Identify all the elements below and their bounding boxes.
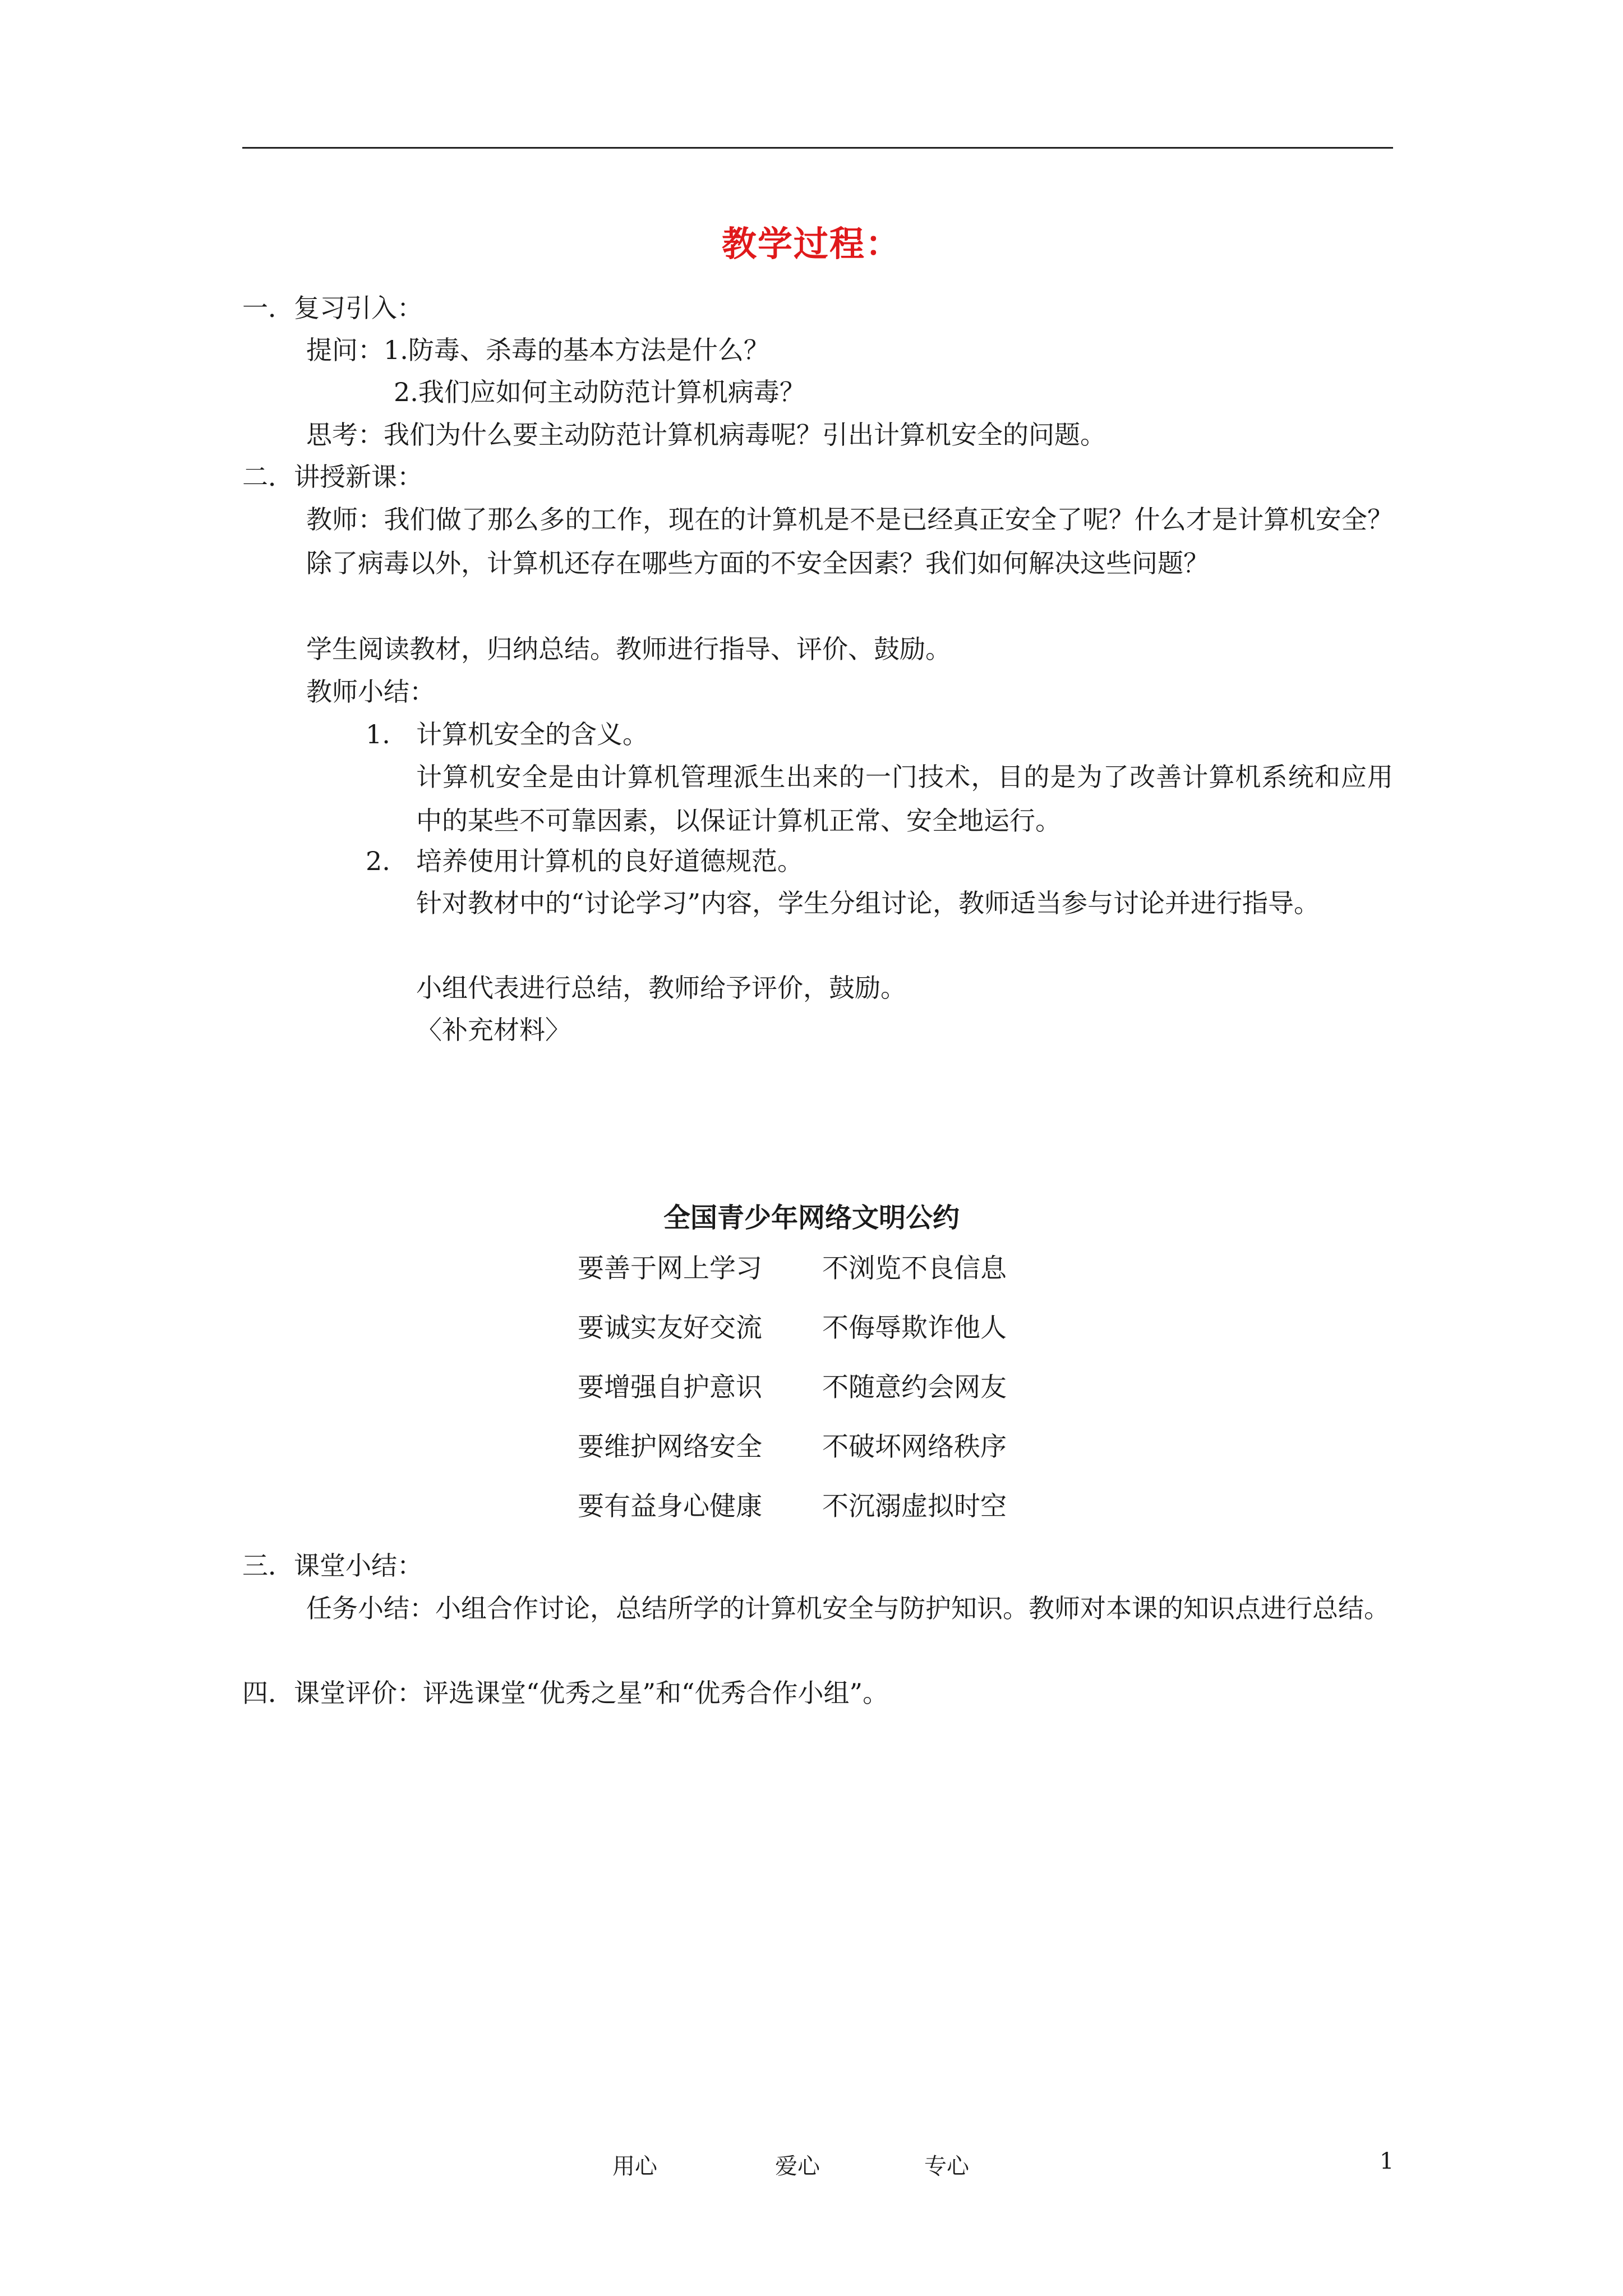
item-2-body: 针对教材中的“讨论学习”内容，学生分组讨论，教师适当参与讨论并进行指导。	[416, 888, 1320, 918]
item-2-group-line: 小组代表进行总结，教师给予评价，鼓励。	[416, 973, 906, 1003]
header-rule	[242, 147, 1393, 149]
think-line: 思考：我们为什么要主动防范计算机病毒呢？引出计算机安全的问题。	[306, 420, 1106, 450]
item-2-number: 2.	[366, 846, 390, 876]
question-2: 2.我们应如何主动防范计算机病毒？	[394, 377, 805, 407]
convention-title: 全国青少年网络文明公约	[663, 1202, 960, 1234]
section-1-heading: 一．复习引入：	[242, 293, 423, 323]
teacher-summary-label: 教师小结：	[306, 677, 435, 707]
convention-right-1: 不浏览不良信息	[822, 1253, 1007, 1284]
supplement-label: 〈补充材料〉	[416, 1015, 571, 1045]
footer-motto-2: 爱心	[775, 2154, 820, 2179]
page-title: 教学过程：	[721, 223, 901, 264]
convention-left-1: 要善于网上学习	[578, 1253, 762, 1284]
teacher-paragraph: 教师：我们做了那么多的工作，现在的计算机是不是已经真正安全了呢？什么才是计算机安全？除了病毒以外，计算机还存在哪些方面的不安全因素？我们如何解决这些问题？	[306, 504, 1393, 578]
item-1-number: 1.	[366, 719, 390, 749]
item-1-title: 计算机安全的含义。	[416, 719, 648, 749]
convention-left-4: 要维护网络安全	[578, 1432, 762, 1462]
section-4-line: 四．课堂评价：评选课堂“优秀之星”和“优秀合作小组”。	[242, 1678, 889, 1708]
section-3-heading: 三．课堂小结：	[242, 1550, 423, 1581]
question-1: 提问：1.防毒、杀毒的基本方法是什么？	[306, 335, 769, 365]
section-2-heading: 二．讲授新课：	[242, 462, 423, 492]
footer-motto-1: 用心	[612, 2154, 657, 2179]
item-2-title: 培养使用计算机的良好道德规范。	[416, 846, 803, 876]
page-number: 1	[1380, 2148, 1394, 2174]
convention-left-3: 要增强自护意识	[578, 1372, 762, 1403]
convention-right-2: 不侮辱欺诈他人	[822, 1313, 1007, 1343]
convention-left-5: 要有益身心健康	[578, 1491, 762, 1522]
convention-right-4: 不破坏网络秩序	[822, 1432, 1007, 1462]
convention-right-5: 不沉溺虚拟时空	[822, 1491, 1007, 1522]
item-1-body: 计算机安全是由计算机管理派生出来的一门技术，目的是为了改善计算机系统和应用中的某些不可靠因素，以保证计算机正常、安全地运行。	[416, 762, 1393, 836]
footer-motto-3: 专心	[924, 2154, 969, 2179]
convention-right-3: 不随意约会网友	[822, 1372, 1007, 1403]
convention-left-2: 要诚实友好交流	[578, 1313, 762, 1343]
section-3-body: 任务小结：小组合作讨论，总结所学的计算机安全与防护知识。教师对本课的知识点进行总结。	[306, 1593, 1390, 1623]
students-line: 学生阅读教材，归纳总结。教师进行指导、评价、鼓励。	[306, 634, 951, 664]
